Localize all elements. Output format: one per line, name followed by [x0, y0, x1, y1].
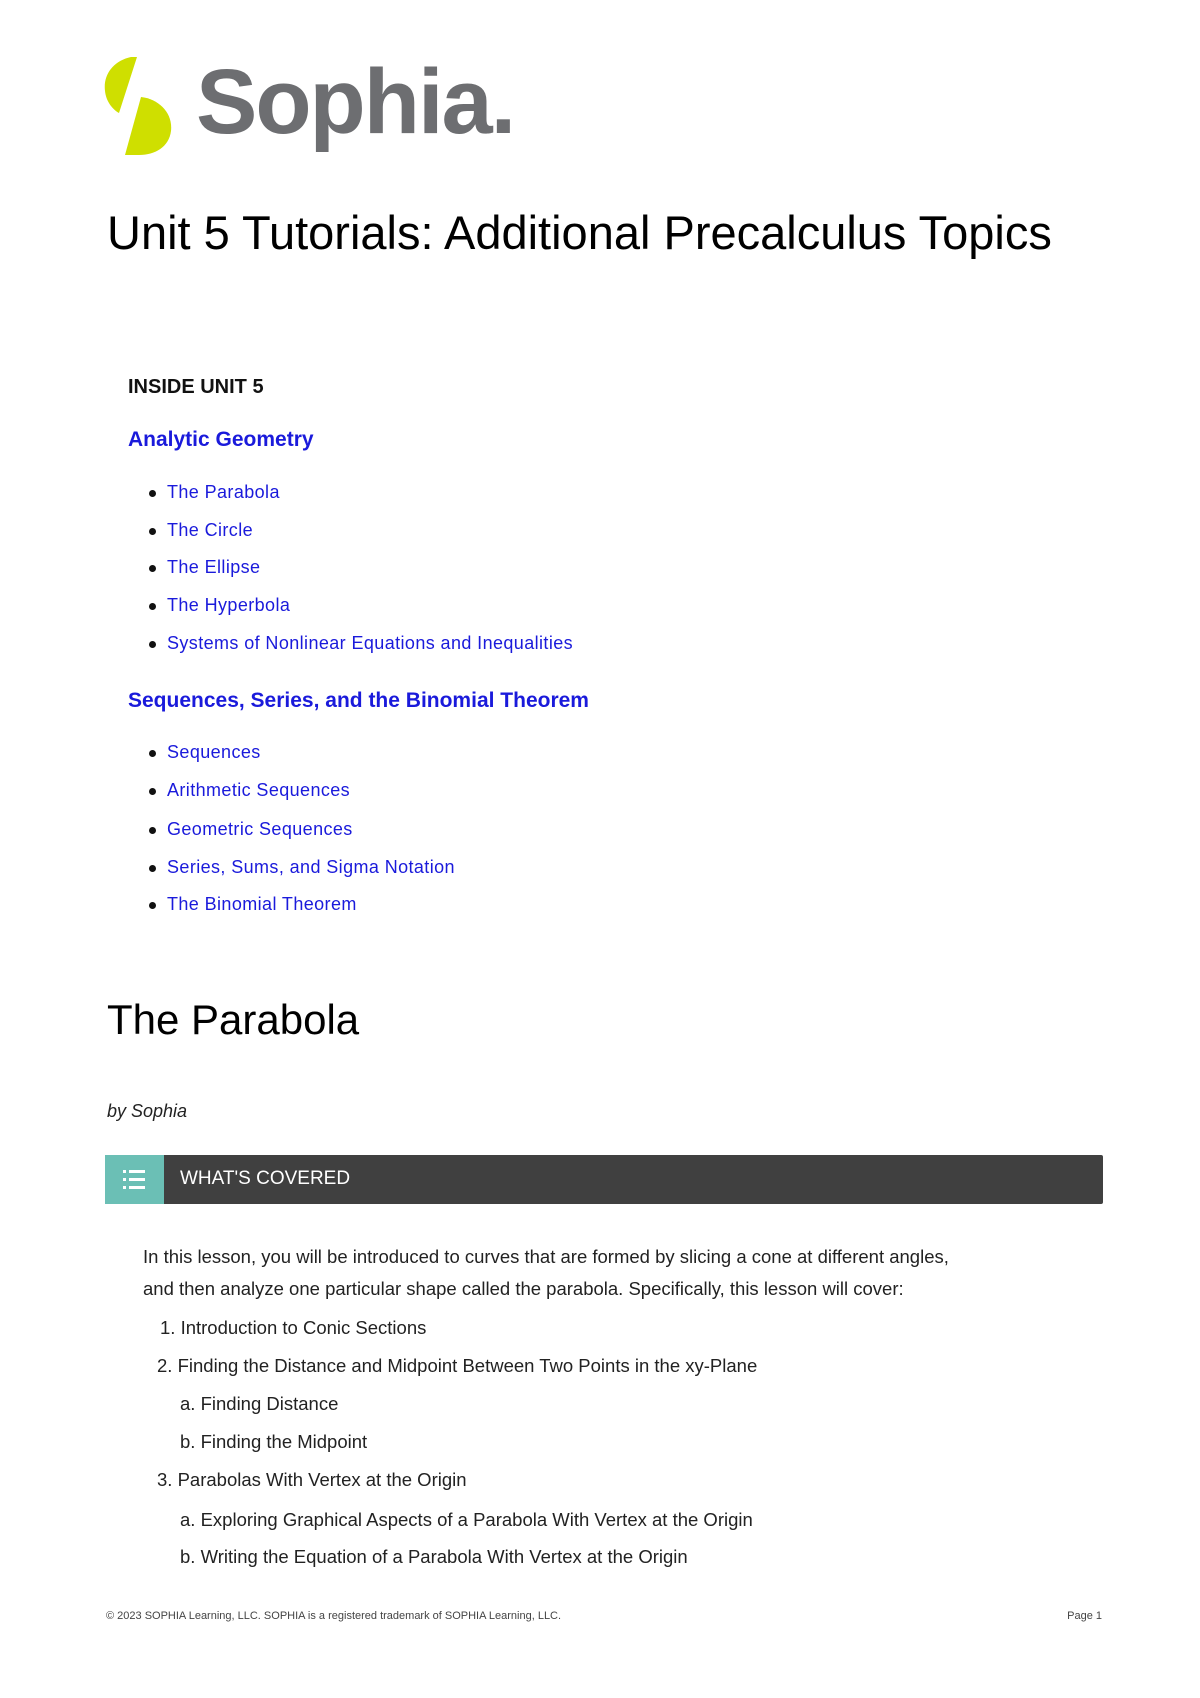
toc-link-label[interactable]: Sequences — [167, 742, 261, 762]
banner-label: WHAT'S COVERED — [180, 1168, 351, 1189]
sophia-logo-text: Sophia. — [196, 51, 515, 153]
section-link-sequences[interactable]: Sequences, Series, and the Binomial Theorem — [128, 689, 589, 712]
toc-link[interactable] — [149, 633, 573, 654]
outline-item — [180, 1509, 753, 1531]
bullet-icon — [149, 788, 156, 795]
footer-copyright: © 2023 SOPHIA Learning, LLC. SOPHIA is a registered trademark of SOPHIA Learning, LLC. — [106, 1610, 562, 1622]
toc-link-label[interactable]: The Binomial Theorem — [167, 894, 357, 914]
toc-link[interactable] — [149, 819, 353, 840]
outline-text: Exploring Graphical Aspects of a Parabola With Vertex at the Origin — [200, 1509, 753, 1530]
outline-marker: 2. — [157, 1355, 173, 1376]
toc-link[interactable] — [149, 894, 357, 915]
toc-link-label[interactable]: The Hyperbola — [167, 595, 291, 615]
outline-marker: 3. — [157, 1469, 173, 1490]
outline-text: Finding the Midpoint — [200, 1431, 368, 1452]
toc-link[interactable] — [149, 520, 253, 541]
lesson-title: The Parabola — [107, 996, 360, 1043]
bullet-icon — [149, 750, 156, 757]
outline-item — [180, 1431, 367, 1453]
toc-link-label[interactable]: Series, Sums, and Sigma Notation — [167, 857, 455, 877]
toc-link-label[interactable]: Systems of Nonlinear Equations and Inequalities — [167, 633, 574, 653]
toc-link[interactable] — [149, 742, 261, 763]
section-link-analytic-geometry[interactable]: Analytic Geometry — [128, 428, 314, 451]
intro-text: and then analyze one particular shape called the parabola. Specifically, this lesson will cover: — [143, 1278, 904, 1299]
outline-item — [180, 1546, 688, 1568]
page-title: Unit 5 Tutorials: Additional Precalculus Topics — [107, 206, 1052, 259]
toc-link-label[interactable]: Geometric Sequences — [167, 819, 353, 839]
toc-link[interactable] — [149, 595, 290, 616]
footer-page-number: Page 1 — [1067, 1610, 1102, 1622]
toc-link[interactable] — [149, 557, 260, 578]
outline-item — [157, 1355, 757, 1377]
intro-text: In this lesson, you will be introduced to curves that are formed by slicing a cone at different angles, — [143, 1246, 949, 1267]
outline-marker: b. — [180, 1431, 196, 1452]
outline-text: Introduction to Conic Sections — [180, 1317, 427, 1338]
toc-link[interactable] — [149, 482, 280, 503]
outline-marker: b. — [180, 1546, 196, 1567]
bullet-icon — [149, 902, 156, 909]
bullet-icon — [149, 865, 156, 872]
inside-unit-label: INSIDE UNIT 5 — [128, 376, 264, 398]
outline-text: Writing the Equation of a Parabola With Vertex at the Origin — [200, 1546, 688, 1567]
bullet-icon — [149, 490, 156, 497]
sophia-logo — [103, 55, 175, 162]
toc-link-label[interactable]: Arithmetic Sequences — [167, 780, 351, 800]
outline-marker: a. — [180, 1393, 196, 1414]
toc-link-label[interactable]: The Parabola — [167, 482, 280, 502]
outline-marker: 1. — [160, 1317, 176, 1338]
toc-link[interactable] — [149, 780, 350, 801]
toc-link-label[interactable]: The Ellipse — [167, 557, 261, 577]
whats-covered-banner — [105, 1155, 1103, 1204]
bullet-icon — [149, 528, 156, 535]
bullet-icon — [149, 641, 156, 648]
bullet-icon — [149, 603, 156, 610]
outline-item — [160, 1317, 426, 1339]
outline-text: Parabolas With Vertex at the Origin — [177, 1469, 467, 1490]
outline-text: Finding Distance — [200, 1393, 339, 1414]
toc-link-label[interactable]: The Circle — [167, 520, 254, 540]
sophia-logo-icon — [103, 55, 175, 157]
bullet-icon — [149, 565, 156, 572]
outline-item — [180, 1393, 338, 1415]
outline-text: Finding the Distance and Midpoint Between Two Points in the xy-Plane — [177, 1355, 758, 1376]
outline-item — [157, 1469, 467, 1491]
outline-marker: a. — [180, 1509, 196, 1530]
bullet-icon — [149, 827, 156, 834]
byline: by Sophia — [107, 1101, 188, 1121]
toc-link[interactable] — [149, 857, 455, 878]
list-icon — [105, 1155, 164, 1204]
